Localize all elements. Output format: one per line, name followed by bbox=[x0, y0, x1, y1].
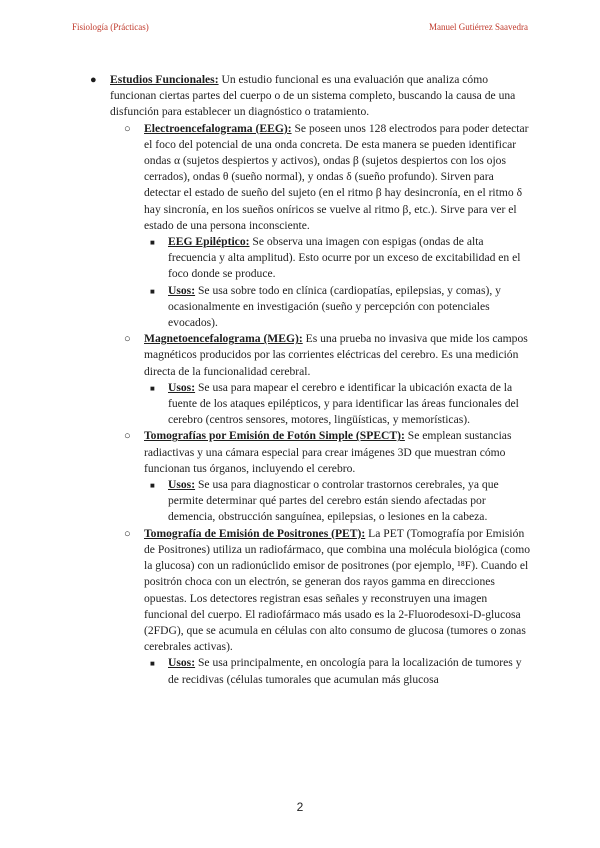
pet-sub1-title: Usos: bbox=[168, 656, 196, 670]
list-item-spect bbox=[110, 428, 530, 477]
section-title: Estudios Funcionales: bbox=[110, 73, 219, 86]
list-item-spect-usos bbox=[144, 477, 530, 526]
list-item-meg bbox=[110, 331, 530, 380]
meg-text: Es una prueba no invasiva que mide los campos magnéticos producidos por las corrientes eléctricas del cerebro. Es una medición directa de la funcionalidad cerebral. bbox=[144, 332, 528, 378]
spect-title: Tomografías por Emisión de Fotón Simple (SPECT): bbox=[144, 429, 405, 443]
bullet-circle-icon: ○ bbox=[124, 122, 131, 135]
meg-title: Magnetoencefalograma (MEG): bbox=[144, 332, 303, 346]
header-right: Manuel Gutiérrez Saavedra bbox=[429, 22, 528, 32]
bullet-circle-icon: ○ bbox=[124, 333, 131, 346]
bullet-circle-icon: ○ bbox=[124, 430, 131, 443]
spect-sub1-title: Usos: bbox=[168, 478, 196, 492]
meg-sub1-text: Se usa para mapear el cerebro e identificar la ubicación exacta de la fuente de los ataques epilépticos, y para identificar las áreas funcionales del cerebro (centros sensores, motores, lingüísticas, y memorísticas). bbox=[168, 380, 519, 427]
bullet-disc-icon: ● bbox=[90, 74, 97, 86]
list-item-pet bbox=[110, 526, 530, 656]
eeg-sub2-title: Usos: bbox=[168, 283, 196, 297]
pet-title: Tomografía de Emisión de Positrones (PET): bbox=[144, 526, 366, 540]
eeg-sub1-title: EEG Epiléptico: bbox=[168, 235, 250, 249]
list-item-estudios-funcionales bbox=[88, 72, 530, 121]
spect-sub1-text: Se usa para diagnosticar o controlar trastornos cerebrales, ya que permite determinar qué partes del cerebro están siendo afectadas por demencia, obstrucción sanguínea, epilepsias, o lesiones en la cabeza. bbox=[168, 478, 499, 524]
section-text: Un estudio funcional es una evaluación que analiza cómo funcionan ciertas partes del cuerpo o de un sistema completo, buscando la causa de una disfunción para establecer un diagnóstico o tratamiento. bbox=[110, 73, 516, 119]
eeg-text: Se poseen unos 128 electrodos para poder detectar el foco del potencial de una onda concreta. De esta manera se pueden identificar ondas α (sujetos despiertos y activos), ondas β (sujetos despiertos con los ojos cerrados), ondas θ (sueño normal), y ondas δ (sueño profundo). Sirven para detectar el estado de sueño del sujeto (en el ritmo β hay desincronía, en el ritmo δ hay sincronía, en los sueños oníricos se vuelve al ritmo β, etc.). Sirve para ver el estado de una persona inconsciente. bbox=[144, 121, 529, 232]
page-number: 2 bbox=[296, 800, 304, 814]
document-body bbox=[88, 72, 530, 688]
bullet-square-icon: ■ bbox=[150, 286, 155, 296]
bullet-square-icon: ■ bbox=[150, 238, 155, 248]
list-item-eeg-epileptico bbox=[144, 234, 530, 283]
header-left: Fisiología (Prácticas) bbox=[72, 22, 149, 32]
list-item-meg-usos bbox=[144, 380, 530, 429]
list-item-eeg-usos bbox=[144, 283, 530, 332]
meg-sub1-title: Usos: bbox=[168, 380, 196, 394]
pet-sub1-text: Se usa principalmente, en oncología para la localización de tumores y de recidivas (células tumorales que acumulan más glucosa bbox=[168, 656, 522, 686]
eeg-sub2-text: Se usa sobre todo en clínica (cardiopatías, epilepsias, y comas), y ocasionalmente en investigación (sueño y percepción con potenciales evocados). bbox=[168, 283, 501, 330]
bullet-circle-icon: ○ bbox=[124, 527, 131, 540]
list-item-eeg bbox=[110, 121, 530, 234]
bullet-square-icon: ■ bbox=[150, 481, 155, 491]
pet-text: La PET (Tomografía por Emisión de Positrones) utiliza un radiofármaco, que combina una molécula biológica (como la glucosa) con un radionúclido emisor de positrones (por ejemplo, ¹⁸F). Cuando el positrón choca con un electrón, se generan dos rayos gamma en direcciones opuestas. Los detectores registran esas señales y reconstruyen una imagen funcional del cuerpo. El radiofármaco más usado es la 2-Fluorodesoxi-D-glucosa (2FDG), que se acumula en células con alto consumo de glucosa (tumores o zonas cerebrales activas). bbox=[144, 526, 531, 654]
bullet-square-icon: ■ bbox=[150, 383, 155, 393]
list-item-pet-usos bbox=[144, 655, 530, 687]
eeg-sub1-text: Se observa una imagen con espigas (ondas de alta frecuencia y alta amplitud). Esto ocurre por un exceso de excitabilidad en el foco donde se produce. bbox=[168, 235, 521, 281]
eeg-title: Electroencefalograma (EEG): bbox=[144, 121, 292, 135]
spect-text: Se emplean sustancias radiactivas y una cámara especial para crear imágenes 3D que muestran cómo funcionan tus órganos, incluyendo el cerebro. bbox=[144, 429, 512, 475]
bullet-square-icon: ■ bbox=[150, 659, 155, 669]
